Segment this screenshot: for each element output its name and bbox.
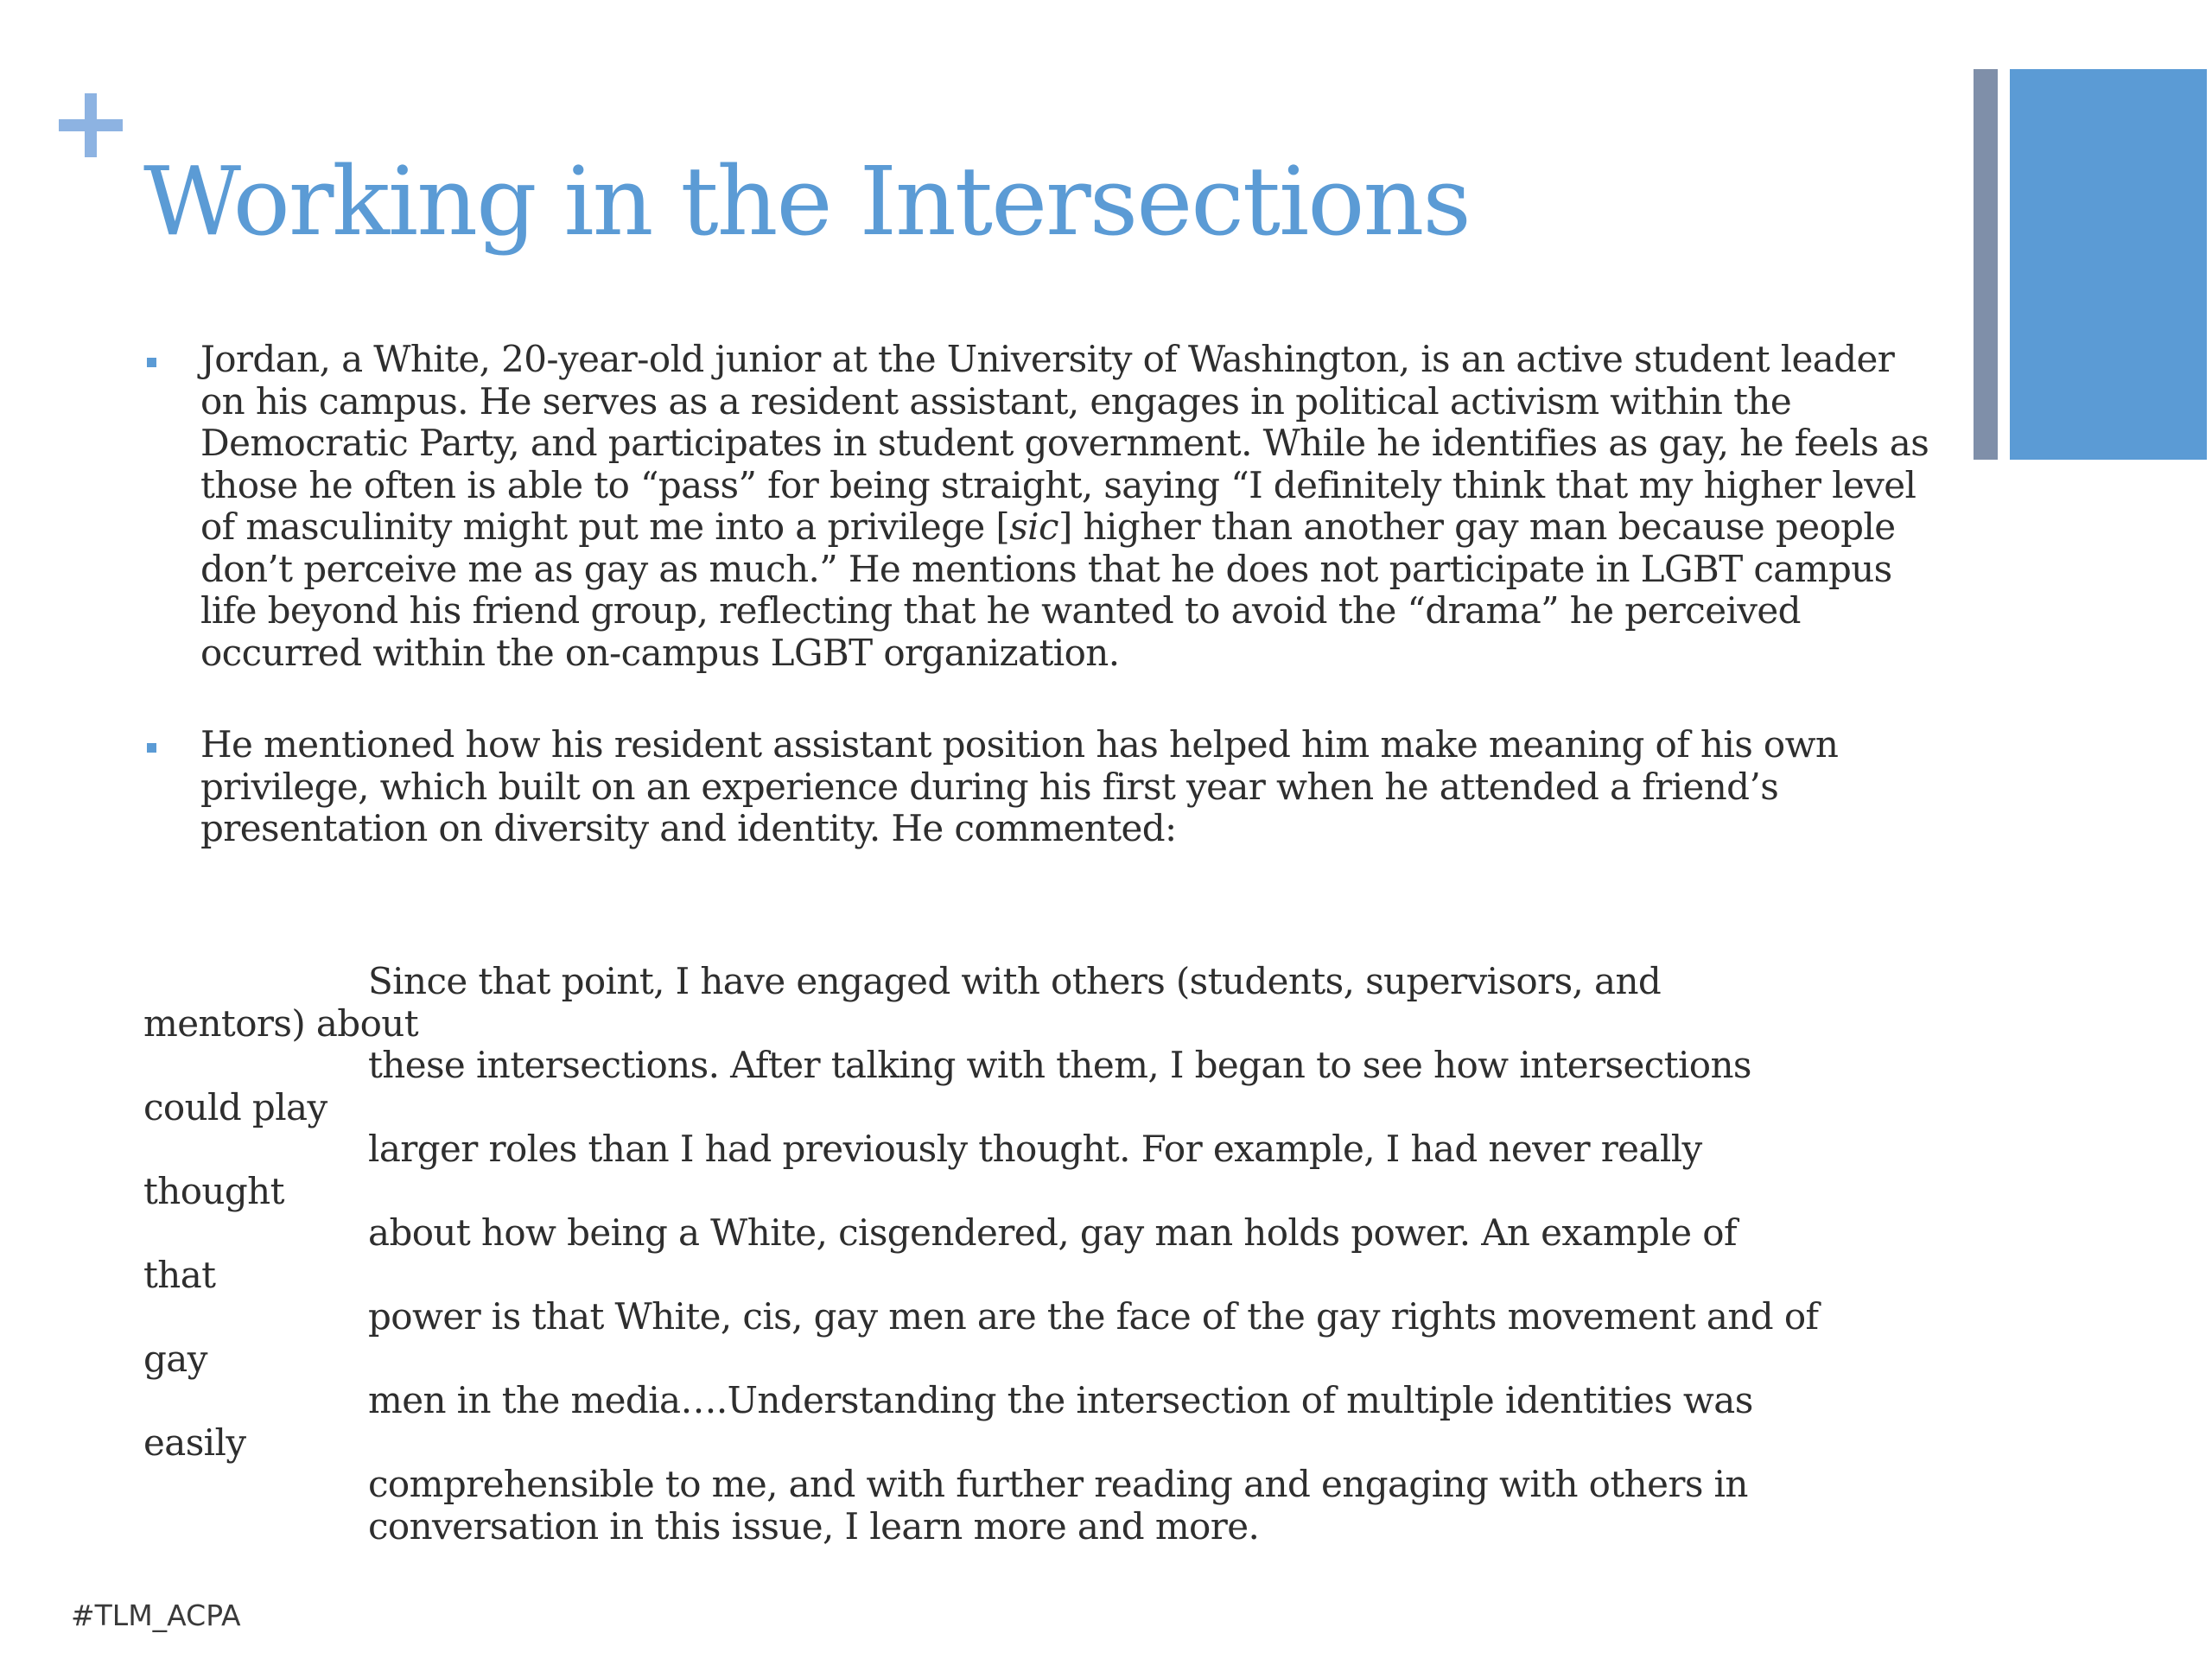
bullet-text: He mentioned how his resident assistant position has helped him make meaning of his own privilege, which built on an experience during his first year when he attended a friend’s presentation on diversity and identity. He commented: [200,723,1839,849]
quote-line-main: conversation in this issue, I learn more and more. [368,1504,1260,1548]
bullet-square-icon [147,358,156,367]
bullet-item-resident-assistant [143,724,1941,850]
bullet-text [200,338,1929,674]
bullet-text-part: Jordan, a White, 20-year-old junior at the University of Washington, is an active student leader on his campus. He serves as a resident assistant, engages in political activism within the Democratic Party, and participates in student government. While he identifies as gay, he feels as those he often is able to “pass” for being straight, saying “I definitely think that my higher level of masculinity might put me into a privilege [ [200,338,1929,548]
quote-line-main: men in the media….Understanding the intersection of multiple identities was [368,1379,1753,1421]
quote-line-wrap: mentors) about [143,1001,419,1045]
quote-line-wrap: could play [143,1085,327,1128]
quote-line-main: about how being a White, cisgendered, gay man holds power. An example of [368,1211,1737,1254]
quote-line [143,1128,1993,1212]
quote-line [143,1380,1993,1464]
bullet-list [143,339,1941,900]
decorative-gray-bar [1974,69,1998,460]
quote-line [143,961,1993,1045]
bullet-text-part: ] higher than another gay man because people don’t perceive me as gay as much.” He mentions that he does not participate in LGBT campus life beyond his friend group, reflecting that he wanted to avoid the “drama” he perceived occurred within the on-campus LGBT organization. [200,505,1896,674]
slide-title: Working in the Intersections [143,146,1470,257]
decorative-blue-bar [2010,69,2207,460]
quote-line-main: these intersections. After talking with them, I began to see how intersections [368,1044,1751,1086]
quote-line [143,1212,1993,1296]
quote-line-wrap: easily [143,1421,246,1464]
plus-icon-vertical [85,93,97,157]
block-quote [143,961,1993,1548]
quote-line-wrap: that [143,1253,216,1296]
quote-line-main: Since that point, I have engaged with others (students, supervisors, and [368,960,1662,1002]
quote-line-main: larger roles than I had previously thought. For example, I had never really [368,1128,1702,1170]
quote-line [143,1506,1993,1548]
hashtag-footer: #TLM_ACPA [71,1599,241,1632]
quote-line [143,1045,1993,1128]
quote-line [143,1296,1993,1380]
quote-line [143,1464,1993,1506]
quote-line-wrap: gay [143,1337,207,1380]
bullet-italic-sic: sic [1009,505,1058,548]
quote-line-main: power is that White, cis, gay men are the face of the gay rights movement and of [368,1295,1819,1338]
quote-line-wrap: thought [143,1169,284,1212]
bullet-item-jordan [143,339,1941,674]
plus-icon [59,93,123,157]
quote-line-main: comprehensible to me, and with further reading and engaging with others in [368,1463,1748,1505]
bullet-square-icon [147,743,156,753]
